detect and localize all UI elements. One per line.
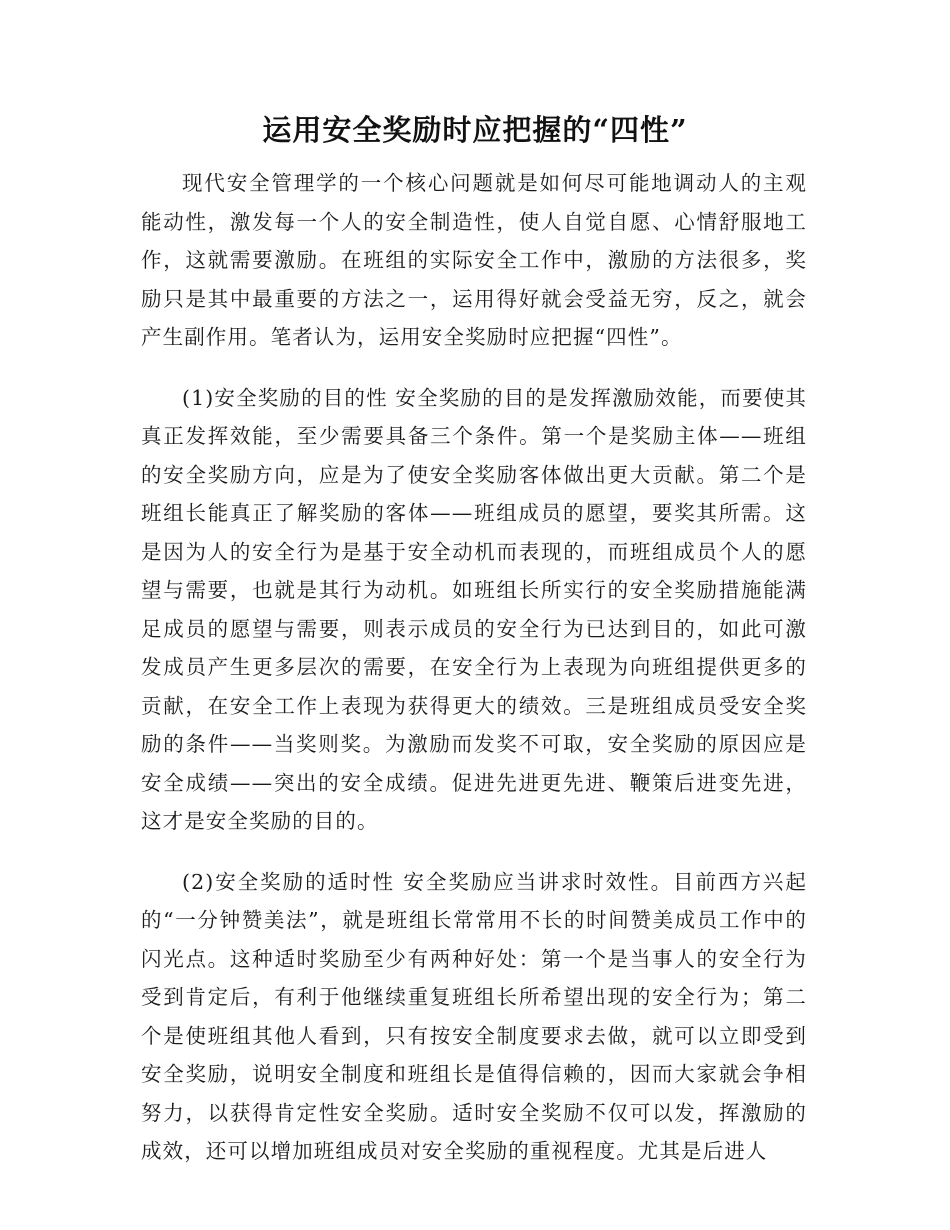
- document-title: 运用安全奖励时应把握的“四性”: [262, 113, 688, 147]
- paragraph-purpose: (1)安全奖励的目的性 安全奖励的目的是发挥激励效能，而要使其真正发挥效能，至少需要具备三个条件。第一个是奖励主体——班组的安全奖励方向，应是为了使安全奖励客体做出更大贡献。第二个是班组长能真正了解奖励的客体——班组成员的愿望，要奖其所需。这是因为人的安全行为是基于安全动机而表现的，而班组成员个人的愿望与需要，也就是其行为动机。如班组长所实行的安全奖励措施能满足成员的愿望与需要，则表示成员的安全行为已达到目的，如此可激发成员产生更多层次的需要，在安全行为上表现为向班组提供更多的贡献，在安全工作上表现为获得更大的绩效。三是班组成员受安全奖励的条件——当奖则奖。为激励而发奖不可取，安全奖励的原因应是安全成绩——突出的安全成绩。促进先进更先进、鞭策后进变先进，这才是安全奖励的目的。: [141, 385, 807, 833]
- paragraph-timeliness: (2)安全奖励的适时性 安全奖励应当讲求时效性。目前西方兴起的“一分钟赞美法”，就是班组长常常用不长的时间赞美成员工作中的闪光点。这种适时奖励至少有两种好处：第一个是当事人的安全行为受到肯定后，有利于他继续重复班组长所希望出现的安全行为；第二个是使班组其他人看到，只有按安全制度要求去做，就可以立即受到安全奖励，说明安全制度和班组长是值得信赖的，因而大家就会争相努力，以获得肯定性安全奖励。适时安全奖励不仅可以发，挥激励的成效，还可以增加班组成员对安全奖励的重视程度。尤其是后进人: [141, 869, 807, 1163]
- document-body: [141, 164, 807, 1171]
- paragraph-intro: 现代安全管理学的一个核心问题就是如何尽可能地调动人的主观能动性，激发每一个人的安全制造性，使人自觉自愿、心情舒服地工作，这就需要激励。在班组的实际安全工作中，激励的方法很多，奖励只是其中最重要的方法之一，运用得好就会受益无穷，反之，就会产生副作用。笔者认为，运用安全奖励时应把握“四性”。: [141, 171, 807, 349]
